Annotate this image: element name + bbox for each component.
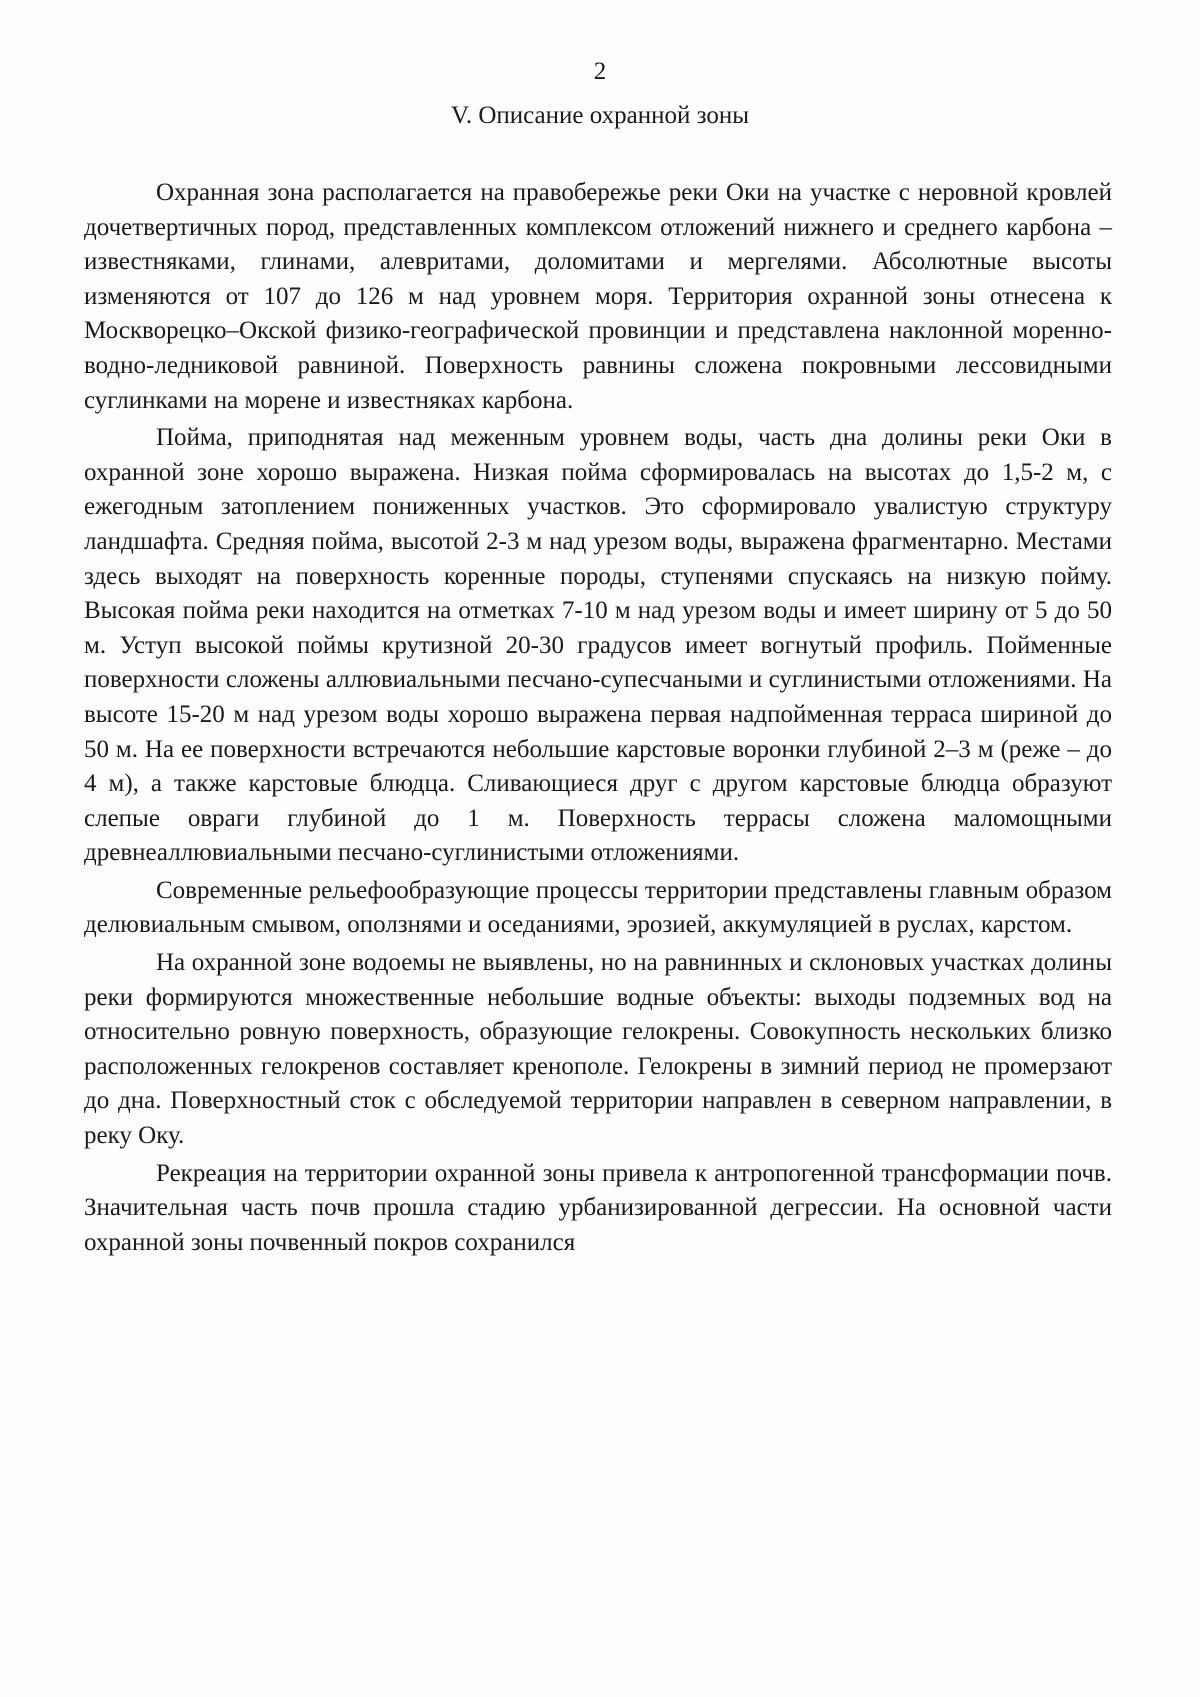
- body-text: [84, 176, 1112, 1260]
- paragraph-floodplain: Пойма, приподнятая над меженным уровнем воды, часть дна долины реки Оки в охранной зоне хорошо выражена. Низкая пойма сформировалась на высотах до 1,5-2 м, с ежегодным затоплением пониженных участков. Это сформировало увалистую структуру ландшафта. Средняя пойма, высотой 2-3 м над урезом воды, выражена фрагментарно. Местами здесь выходят на поверхность коренные породы, ступенями спускаясь на низкую пойму. Высокая пойма реки находится на отметках 7-10 м над урезом воды и имеет ширину от 5 до 50 м. Уступ высокой поймы крутизной 20-30 градусов имеет вогнутый профиль. Пойменные поверхности сложены аллювиальными песчано-супесчаными и суглинистыми отложениями. На высоте 15-20 м над урезом воды хорошо выражена первая надпойменная терраса шириной до 50 м. На ее поверхности встречаются небольшие карстовые воронки глубиной 2–3 м (реже – до 4 м), а также карстовые блюдца. Сливающиеся друг с другом карстовые блюдца образуют слепые овраги глубиной до 1 м. Поверхность террасы сложена маломощными древнеаллювиальными песчано-суглинистыми отложениями.: [84, 424, 1112, 867]
- page-number: 2: [593, 58, 607, 85]
- paragraph-water-objects: На охранной зоне водоемы не выявлены, но на равнинных и склоновых участках долины реки формируются множественные небольшие водные объекты: выходы подземных вод на относительно ровную поверхность, образующие гелокрены. Совокупность нескольких близко расположенных гелокренов составляет кренополе. Гелокрены в зимний период не промерзают до дна. Поверхностный сток с обследуемой территории направлен в северном направлении, в реку Оку.: [84, 949, 1112, 1150]
- paragraph-relief-processes: Современные рельефообразующие процессы территории представлены главным образом делювиальным смывом, оползнями и оседаниями, эрозией, аккумуляцией в руслах, карстом.: [84, 876, 1112, 939]
- paragraph-geology: Охранная зона располагается на правобережье реки Оки на участке с неровной кровлей дочетвертичных пород, представленных комплексом отложений нижнего и среднего карбона – известняками, глинами, алевритами, доломитами и мергелями. Абсолютные высоты изменяются от 107 до 126 м над уровнем моря. Территория охранной зоны отнесена к Москворецко–Окской физико-географической провинции и представлена наклонной моренно-водно-ледниковой равниной. Поверхность равнины сложена покровными лессовидными суглинками на морене и известняках карбона.: [84, 179, 1112, 414]
- section-title: V. Описание охранной зоны: [450, 102, 749, 129]
- paragraph-recreation-soils: Рекреация на территории охранной зоны привела к антропогенной трансформации почв. Значительная часть почв прошла стадию урбанизированной дегрессии. На основной части охранной зоны почвенный покров сохранился: [84, 1159, 1112, 1256]
